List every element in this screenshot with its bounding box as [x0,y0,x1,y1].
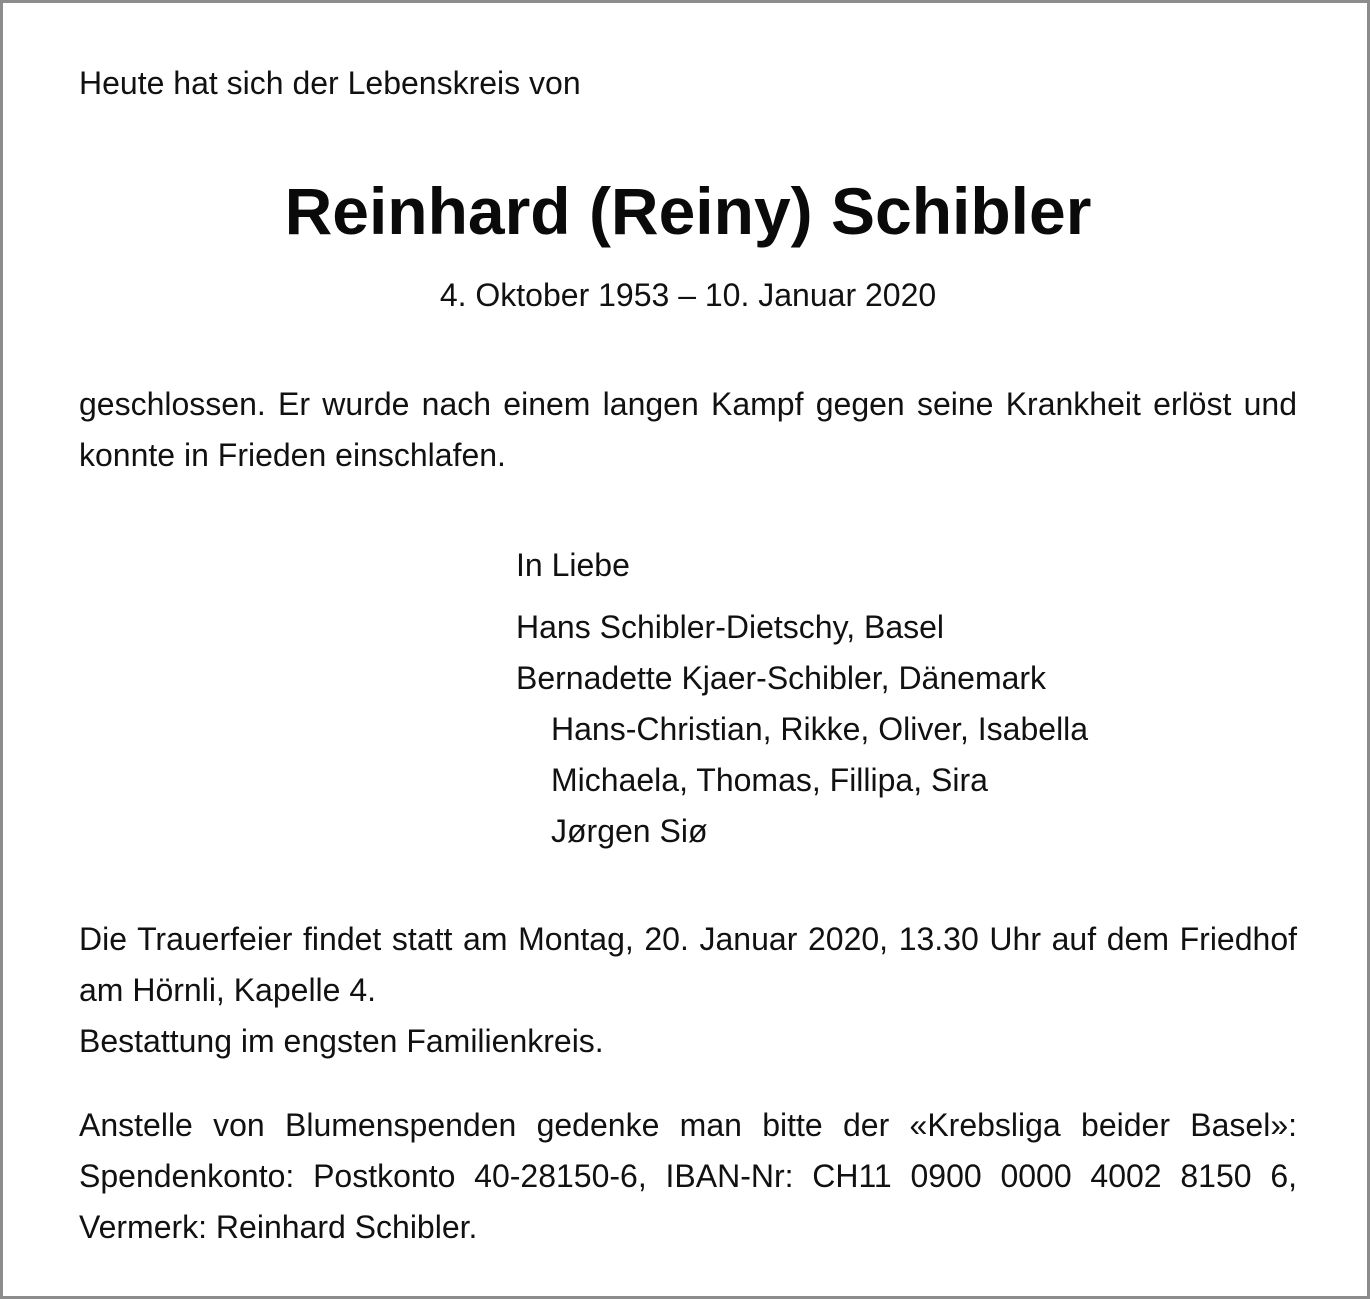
mourner-entry: Hans Schibler-Dietschy, Basel [516,609,945,645]
deceased-name: Reinhard (Reiny) Schibler [284,174,1092,248]
mourner-entry: Jørgen Siø [551,813,708,849]
mourners-list [516,602,1088,857]
life-dates: 4. Oktober 1953 – 10. Januar 2020 [439,277,937,313]
intro-text: Heute hat sich der Lebenskreis von [79,65,581,101]
burial-text: Bestattung im engsten Familienkreis. [79,1023,604,1059]
donation-text: Anstelle von Blumenspenden gedenke man bitte der «Krebsliga beider Basel»: Spendenkonto: Postkonto 40-28150-6, IBAN-Nr: CH11 0900 0000 4002 8150 6, Vermerk: Reinhard Schibler. [79,1107,1297,1245]
mourner-entry: Hans-Christian, Rikke, Oliver, Isabella [551,711,1089,747]
mourner-entry: Michaela, Thomas, Fillipa, Sira [551,762,988,798]
mourner-entry: Bernadette Kjaer-Schibler, Dänemark [516,660,1047,696]
passage-text: geschlossen. Er wurde nach einem langen Kampf gegen seine Krankheit erlöst und konnte in Frieden einschlafen. [79,386,1297,473]
signoff-text: In Liebe [516,547,630,583]
ceremony-text: Die Trauerfeier findet statt am Montag, 20. Januar 2020, 13.30 Uhr auf dem Friedhof am Hörnli, Kapelle 4. [79,921,1297,1008]
ceremony-block [79,914,1297,1067]
